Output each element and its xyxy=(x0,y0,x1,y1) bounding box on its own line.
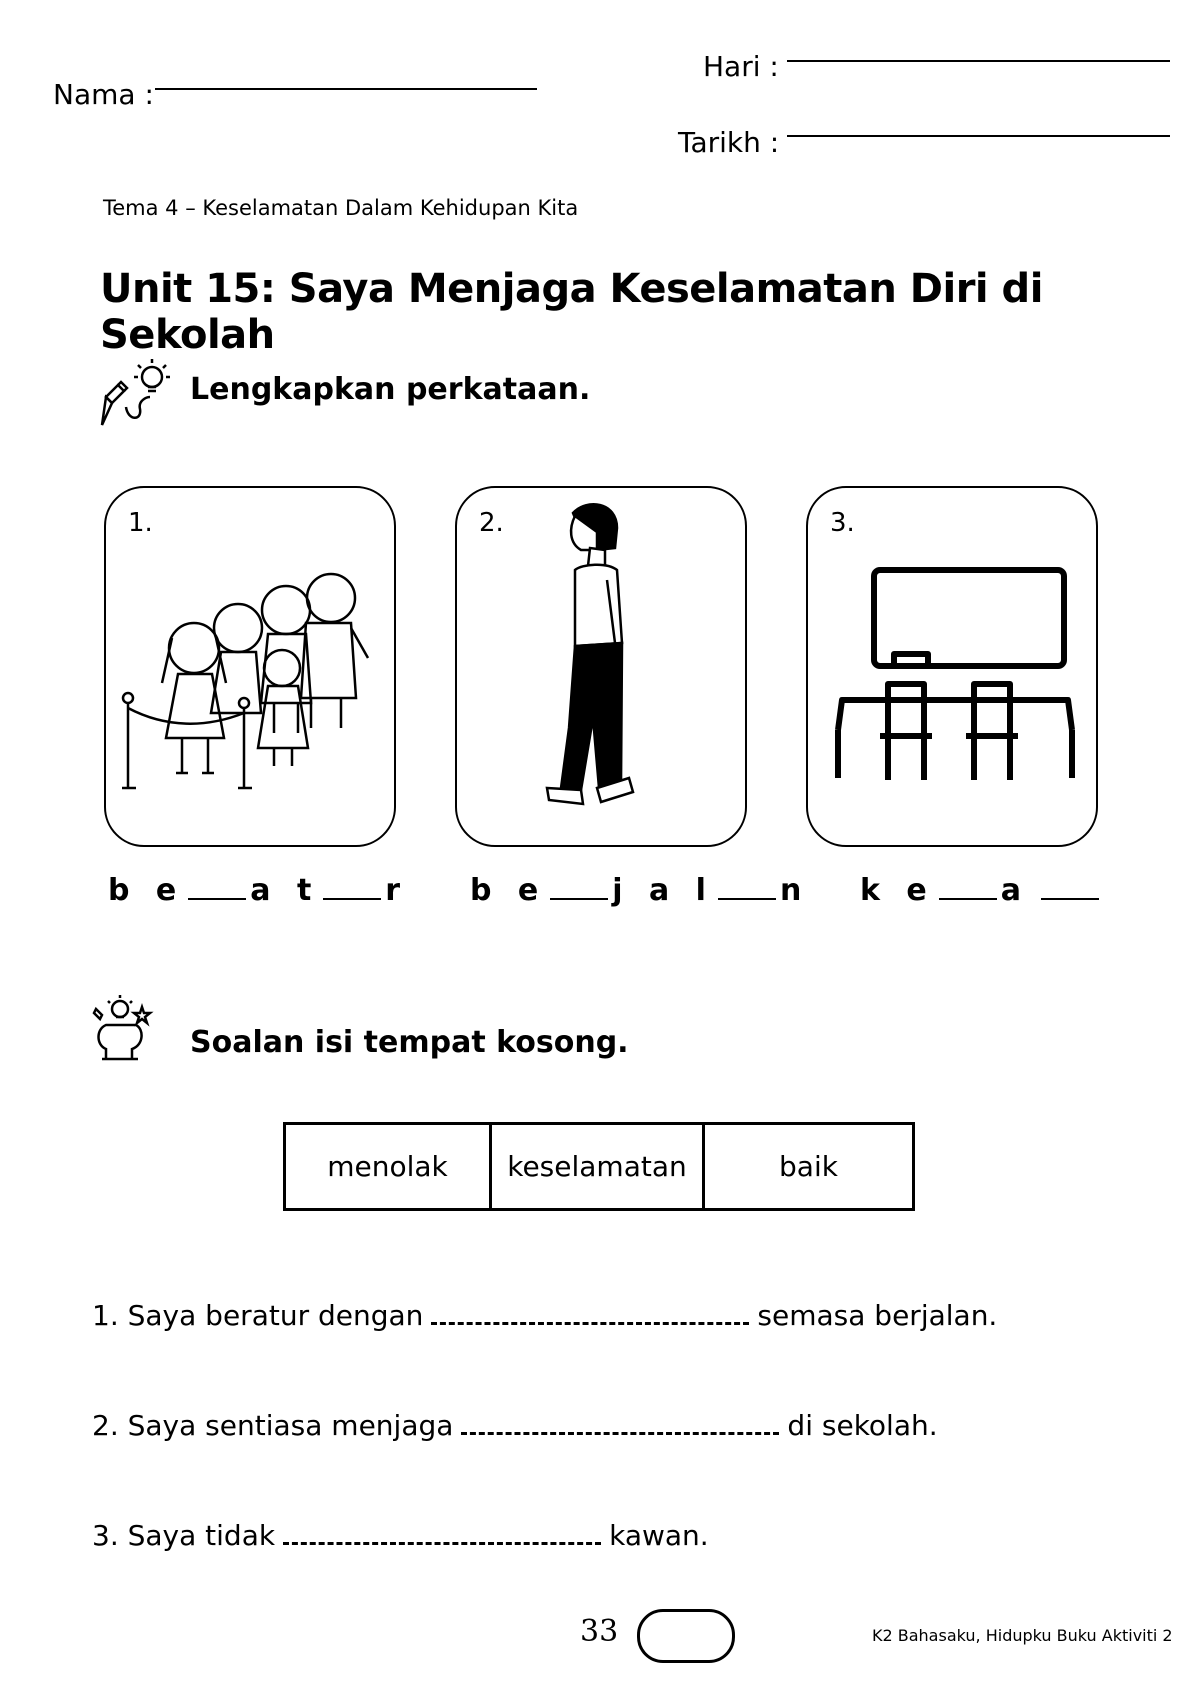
picture-card-2 xyxy=(455,486,747,847)
walking-person-icon xyxy=(457,488,745,845)
word-part: a t xyxy=(250,873,320,908)
letter-blank[interactable] xyxy=(1041,872,1099,900)
word-part: n xyxy=(779,873,810,908)
thinking-head-icon xyxy=(92,995,154,1061)
picture-card-1 xyxy=(104,486,396,847)
pencil-lightbulb-icon xyxy=(98,355,173,427)
question-text: semasa berjalan. xyxy=(757,1299,998,1332)
word-part: a xyxy=(1000,873,1029,908)
word-part: j a l xyxy=(612,873,714,908)
question-text: 2. Saya sentiasa menjaga xyxy=(92,1409,454,1442)
answer-blank[interactable] xyxy=(461,1408,779,1435)
word-puzzle-1 xyxy=(108,872,408,908)
word-bank-item: keselamatan xyxy=(492,1125,705,1208)
word-part: b e xyxy=(470,873,547,908)
letter-blank[interactable] xyxy=(188,872,246,900)
question-2 xyxy=(92,1408,938,1442)
word-bank-item: menolak xyxy=(286,1125,492,1208)
answer-blank[interactable] xyxy=(431,1298,749,1325)
picture-card-3 xyxy=(806,486,1098,847)
card-number: 2. xyxy=(479,508,504,538)
tarikh-label: Tarikh : xyxy=(678,126,780,159)
question-text: kawan. xyxy=(609,1519,709,1552)
question-text: 1. Saya beratur dengan xyxy=(92,1299,424,1332)
score-oval xyxy=(637,1609,735,1663)
word-part: k e xyxy=(860,873,935,908)
book-footer: K2 Bahasaku, Hidupku Buku Aktiviti 2 xyxy=(872,1626,1173,1645)
word-part: b e xyxy=(108,873,185,908)
nama-label: Nama : xyxy=(53,78,154,111)
word-bank-item: baik xyxy=(779,1150,838,1183)
question-text: di sekolah. xyxy=(787,1409,938,1442)
tarikh-field[interactable] xyxy=(787,135,1170,137)
word-part: r xyxy=(385,873,409,908)
question-1 xyxy=(92,1298,997,1332)
card-number: 3. xyxy=(830,508,855,538)
question-3 xyxy=(92,1518,709,1552)
theme-heading: Tema 4 – Keselamatan Dalam Kehidupan Kita xyxy=(103,196,579,220)
word-puzzle-2 xyxy=(470,872,809,908)
hari-field[interactable] xyxy=(787,60,1170,62)
word-puzzle-3 xyxy=(860,872,1103,908)
nama-field[interactable] xyxy=(155,88,537,90)
section2-instruction: Soalan isi tempat kosong. xyxy=(190,1025,629,1060)
answer-blank[interactable] xyxy=(283,1518,601,1545)
question-text: 3. Saya tidak xyxy=(92,1519,276,1552)
hari-label: Hari : xyxy=(703,50,779,83)
word-bank xyxy=(283,1122,915,1211)
page-number: 33 xyxy=(580,1614,619,1649)
children-queue-icon xyxy=(106,488,394,845)
section1-instruction: Lengkapkan perkataan. xyxy=(190,372,591,407)
letter-blank[interactable] xyxy=(718,872,776,900)
letter-blank[interactable] xyxy=(550,872,608,900)
letter-blank[interactable] xyxy=(939,872,997,900)
unit-title: Unit 15: Saya Menjaga Keselamatan Diri di Sekolah xyxy=(100,266,1043,358)
classroom-icon xyxy=(808,488,1096,845)
letter-blank[interactable] xyxy=(323,872,381,900)
card-number: 1. xyxy=(128,508,153,538)
